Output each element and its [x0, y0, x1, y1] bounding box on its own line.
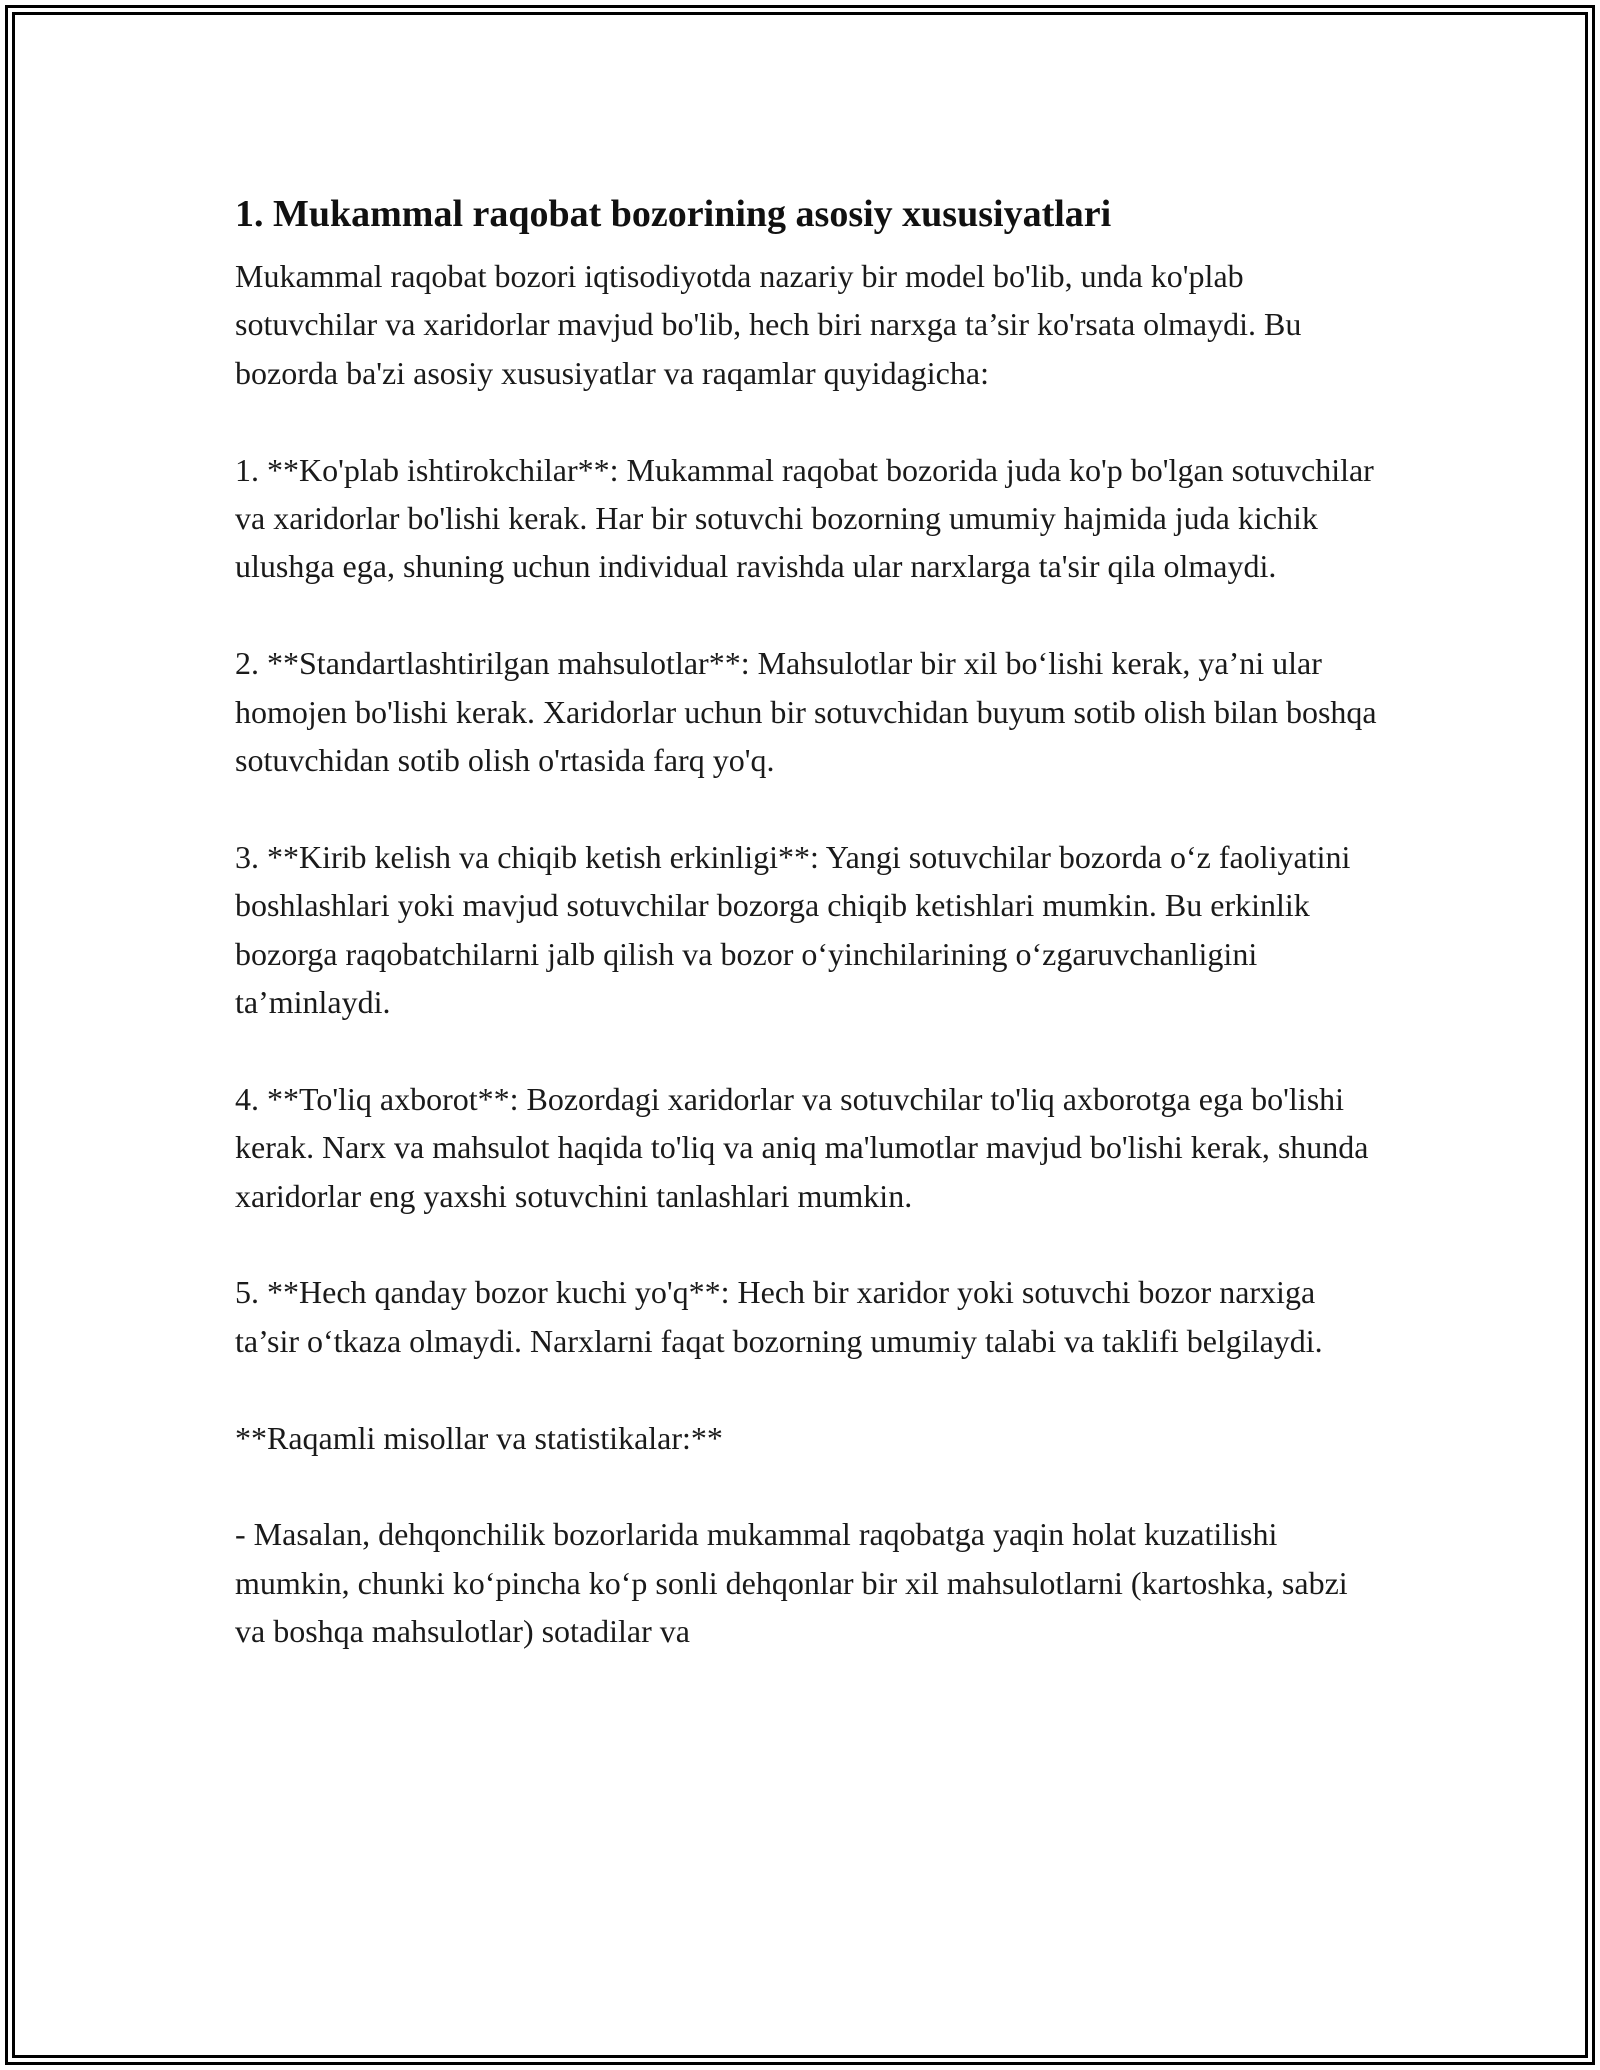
list-item-standardized-products: 2. **Standartlashtirilgan mahsulotlar**: Mahsulotlar bir xil bo‘lishi kerak, ya’ni ular homojen bo'lishi kerak. Xaridorlar uchun bir sotuvchidan buyum sotib olish bilan boshqa sotuvchidan sotib olish o'rtasida farq yo'q. [235, 645, 1377, 779]
document-page [235, 184, 1385, 1704]
intro-paragraph: Mukammal raqobat bozori iqtisodiyotda nazariy bir model bo'lib, unda ko'plab sotuvchilar va xaridorlar mavjud bo'lib, hech biri narxga ta’sir ko'rsata olmaydi. Bu bozorda ba'zi asosiy xususiyatlar va raqamlar quyidagicha: [235, 258, 1302, 391]
example-paragraph: - Masalan, dehqonchilik bozorlarida mukammal raqobatga yaqin holat kuzatilishi mumkin, chunki ko‘pincha ko‘p sonli dehqonlar bir xil mahsulotlarni (kartoshka, sabzi va boshqa mahsulotlar) sotadilar va [235, 1516, 1348, 1650]
list-item-full-information: 4. **To'liq axborot**: Bozordagi xaridorlar va sotuvchilar to'liq axborotga ega bo'lishi kerak. Narx va mahsulot haqida to'liq va aniq ma'lumotlar mavjud bo'lishi kerak, shunda xaridorlar eng yaxshi sotuvchini tanlashlari mumkin. [235, 1080, 1369, 1214]
document-title: 1. Mukammal raqobat bozorining asosiy xususiyatlari [235, 193, 1112, 235]
list-item-no-market-power: 5. **Hech qanday bozor kuchi yo'q**: Hech bir xaridor yoki sotuvchi bozor narxiga ta’sir o‘tkaza olmaydi. Narxlarni faqat bozorning umumiy talabi va taklifi belgilaydi. [235, 1274, 1323, 1359]
list-item-participants: 1. **Ko'plab ishtirokchilar**: Mukammal raqobat bozorida juda ko'p bo'lgan sotuvchilar va xaridorlar bo'lishi kerak. Har bir sotuvchi bozorning umumiy hajmida juda kichik ulushga ega, shuning uchun individual ravishda ular narxlarga ta'sir qila olmaydi. [235, 451, 1374, 585]
list-item-free-entry-exit: 3. **Kirib kelish va chiqib ketish erkinligi**: Yangi sotuvchilar bozorda o‘z faoliyatini boshlashlari yoki mavjud sotuvchilar bozorga chiqib ketishlari mumkin. Bu erkinlik bozorga raqobatchilarni jalb qilish va bozor o‘yinchilarining o‘zgaruvchanligini ta’minlaydi. [235, 838, 1351, 1021]
section-heading-examples: **Raqamli misollar va statistikalar:** [235, 1419, 723, 1456]
